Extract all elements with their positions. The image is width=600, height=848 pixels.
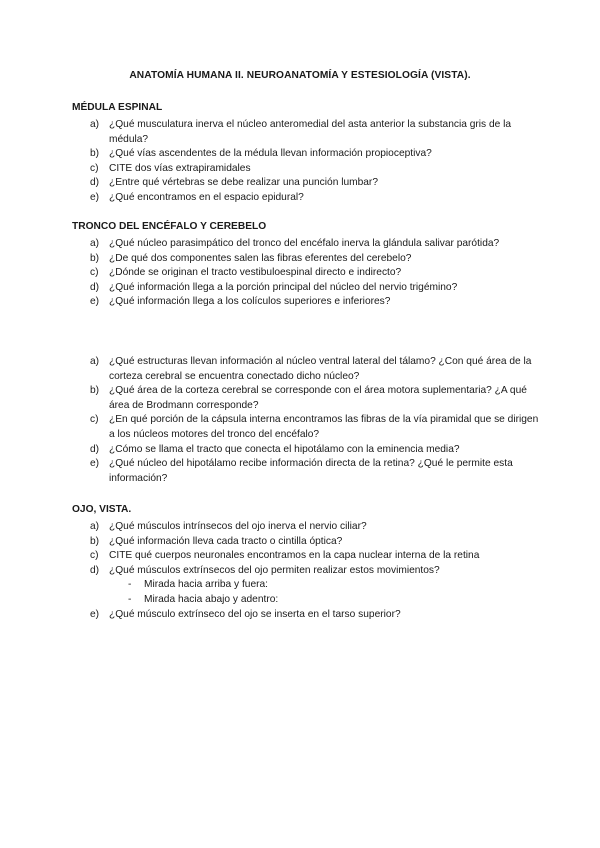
question-text: ¿Qué información llega a los colículos superiores e inferiores? xyxy=(109,296,391,308)
question-text: ¿Qué área de la corteza cerebral se corresponde con el área motora suplementaria? ¿A qué área de Brodmann corresponde? xyxy=(109,385,527,411)
question-list xyxy=(72,237,542,310)
question-text: CITE dos vías extrapiramidales xyxy=(109,162,251,174)
question-item xyxy=(72,162,542,177)
document-title: ANATOMÍA HUMANA II. NEUROANATOMÍA Y ESTESIOLOGÍA (VISTA). xyxy=(129,70,471,81)
question-item xyxy=(72,457,542,486)
question-item xyxy=(72,413,542,442)
sub-question-marker: - xyxy=(128,579,132,591)
question-text: ¿Dónde se originan el tracto vestibuloespinal directo e indirecto? xyxy=(109,267,402,279)
question-item xyxy=(72,147,542,162)
sub-question-item xyxy=(72,593,542,608)
question-item xyxy=(72,252,542,267)
question-marker: a) xyxy=(90,119,100,130)
question-item xyxy=(72,535,542,550)
question-text: ¿En qué porción de la cápsula interna encontramos las fibras de la vía piramidal que se dirigen a los núcleos motores del tronco del encéfalo? xyxy=(109,414,539,440)
question-marker: b) xyxy=(90,148,100,160)
question-text: ¿Qué vías ascendentes de la médula llevan información propioceptiva? xyxy=(109,148,432,160)
question-list xyxy=(72,355,542,486)
sub-question-text: Mirada hacia abajo y adentro: xyxy=(144,593,279,605)
sub-question-marker: - xyxy=(128,593,132,605)
question-item xyxy=(72,295,542,310)
question-text: ¿Entre qué vértebras se debe realizar una punción lumbar? xyxy=(109,177,378,189)
question-text: ¿Qué encontramos en el espacio epidural? xyxy=(109,191,304,203)
question-text: CITE qué cuerpos neuronales encontramos en la capa nuclear interna de la retina xyxy=(109,550,480,562)
question-item xyxy=(72,266,542,281)
question-text: ¿Qué núcleo del hipotálamo recibe información directa de la retina? ¿Qué le permite esta información? xyxy=(109,458,513,484)
question-text: ¿Qué información lleva cada tracto o cintilla óptica? xyxy=(109,535,343,547)
question-item xyxy=(72,118,542,147)
section-tronco-encefalo-cerebelo xyxy=(72,220,542,310)
question-text: ¿Qué músculo extrínseco del ojo se inserta en el tarso superior? xyxy=(109,608,401,620)
question-marker: a) xyxy=(90,238,100,249)
section-ojo-vista xyxy=(72,503,542,622)
question-text: ¿Qué núcleo parasimpático del tronco del encéfalo inerva la glándula salivar parótida? xyxy=(109,238,500,249)
question-marker: e) xyxy=(90,608,100,620)
question-marker: e) xyxy=(90,458,100,470)
question-marker: e) xyxy=(90,191,100,203)
question-text: ¿Cómo se llama el tracto que conecta el hipotálamo con la eminencia media? xyxy=(109,443,460,455)
question-marker: a) xyxy=(90,521,100,532)
question-item xyxy=(72,443,542,458)
question-marker: c) xyxy=(90,162,99,174)
question-marker: d) xyxy=(90,177,100,189)
question-item xyxy=(72,237,542,252)
sub-question-text: Mirada hacia arriba y fuera: xyxy=(144,579,269,591)
question-marker: c) xyxy=(90,267,99,279)
section-heading: MÉDULA ESPINAL xyxy=(72,102,163,113)
question-text: ¿Qué músculos intrínsecos del ojo inerva el nervio ciliar? xyxy=(109,521,367,532)
question-list xyxy=(72,520,542,622)
question-item xyxy=(72,191,542,206)
section-medula-espinal xyxy=(72,101,542,206)
question-marker: c) xyxy=(90,414,99,426)
question-item xyxy=(72,564,542,608)
question-item xyxy=(72,384,542,413)
question-text: ¿Qué músculos extrínsecos del ojo permiten realizar estos movimientos? xyxy=(109,564,440,576)
question-text: ¿Qué musculatura inerva el núcleo anteromedial del asta anterior la substancia gris de la médula? xyxy=(109,119,512,145)
sub-question-item xyxy=(72,578,542,593)
question-marker: b) xyxy=(90,385,100,397)
question-item xyxy=(72,520,542,535)
question-list xyxy=(72,118,542,206)
question-marker: c) xyxy=(90,550,99,562)
question-text: ¿De qué dos componentes salen las fibras eferentes del cerebelo? xyxy=(109,252,412,264)
question-marker: e) xyxy=(90,296,100,308)
question-marker: d) xyxy=(90,564,100,576)
question-text: ¿Qué información llega a la porción principal del núcleo del nervio trigémino? xyxy=(109,281,458,293)
question-item xyxy=(72,281,542,296)
question-item xyxy=(72,176,542,191)
question-item xyxy=(72,608,542,623)
question-marker: a) xyxy=(90,356,100,367)
question-item xyxy=(72,549,542,564)
question-text: ¿Qué estructuras llevan información al núcleo ventral lateral del tálamo? ¿Con qué área de la corteza cerebral se encuentra conectado dicho núcleo? xyxy=(109,356,532,382)
sub-question-list xyxy=(109,578,542,607)
question-marker: d) xyxy=(90,281,100,293)
section-heading: OJO, VISTA. xyxy=(72,504,132,515)
question-marker: b) xyxy=(90,252,100,264)
question-marker: d) xyxy=(90,443,100,455)
section-talamo-corteza-hipotalamo xyxy=(72,355,542,486)
section-heading: TRONCO DEL ENCÉFALO Y CEREBELO xyxy=(72,221,267,232)
question-item xyxy=(72,355,542,384)
question-marker: b) xyxy=(90,535,100,547)
